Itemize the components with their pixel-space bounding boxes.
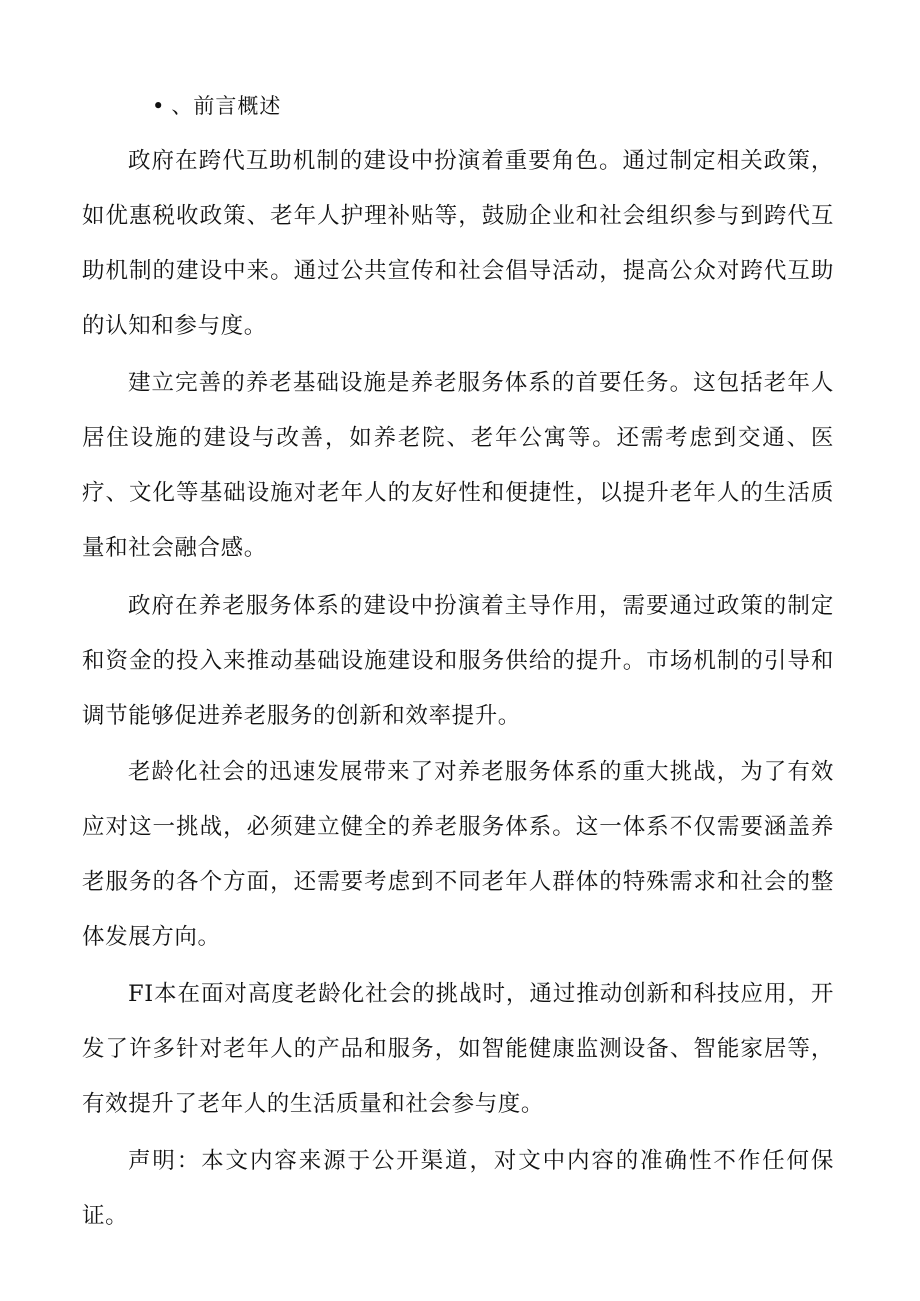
paragraph-government-leading: 政府在养老服务体系的建设中扮演着主导作用，需要通过政策的制定和资金的投入来推动基础设施建设和服务供给的提升。市场机制的引导和调节能够促进养老服务的创新和效率提升。 bbox=[82, 593, 834, 729]
paragraph-government-role: 政府在跨代互助机制的建设中扮演着重要角色。通过制定相关政策，如优惠税收政策、老年人护理补贴等，鼓励企业和社会组织参与到跨代互助机制的建设中来。通过公共宣传和社会倡导活动，提高公众对跨代互助的认知和参与度。 bbox=[82, 148, 834, 339]
bullet-icon: • bbox=[152, 94, 166, 118]
paragraph-innovation: FI本在面对高度老龄化社会的挑战时，通过推动创新和科技应用，开发了许多针对老年人的产品和服务，如智能健康监测设备、智能家居等，有效提升了老年人的生活质量和社会参与度。 bbox=[82, 981, 834, 1117]
paragraph-aging-challenge: 老龄化社会的迅速发展带来了对养老服务体系的重大挑战，为了有效应对这一挑战，必须建立健全的养老服务体系。这一体系不仅需要涵盖养老服务的各个方面，还需要考虑到不同老年人群体的特殊需求和社会的整体发展方向。 bbox=[82, 759, 834, 950]
paragraph-infrastructure: 建立完善的养老基础设施是养老服务体系的首要任务。这包括老年人居住设施的建设与改善，如养老院、老年公寓等。还需考虑到交通、医疗、文化等基础设施对老年人的友好性和便捷性，以提升老年人的生活质量和社会融合感。 bbox=[82, 370, 834, 561]
paragraph-disclaimer: 声明：本文内容来源于公开渠道，对文中内容的准确性不作任何保证。 bbox=[82, 1148, 834, 1229]
heading-text: 、前言概述 bbox=[171, 94, 282, 118]
section-heading bbox=[152, 90, 281, 122]
